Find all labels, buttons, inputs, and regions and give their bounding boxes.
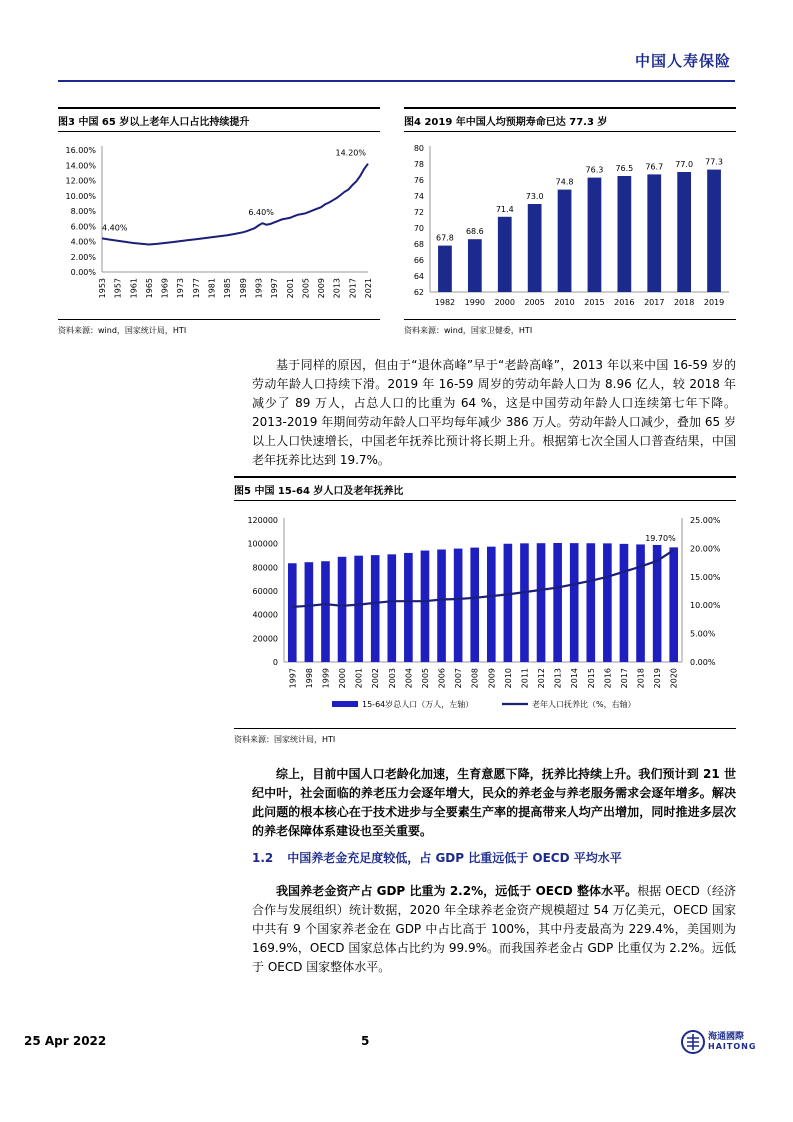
y-tick-label: 70 <box>413 224 424 233</box>
footer-date: 25 Apr 2022 <box>24 1034 107 1048</box>
bar <box>438 246 452 292</box>
x-tick-label: 2018 <box>636 668 646 689</box>
bar <box>468 239 482 292</box>
x-tick-label: 2020 <box>669 668 679 689</box>
x-tick-label: 1998 <box>304 668 314 689</box>
section-heading <box>252 849 622 866</box>
population-bar <box>504 544 513 662</box>
x-tick-label: 1993 <box>254 278 264 299</box>
population-bar <box>354 556 363 662</box>
y-tick-label: 62 <box>413 288 424 297</box>
elderly-share-line <box>102 164 368 245</box>
fig3-top-rule <box>58 107 380 109</box>
y-left-tick-label: 60000 <box>252 587 278 596</box>
bar-value-label: 77.0 <box>675 160 694 169</box>
population-bar <box>520 543 529 662</box>
population-bar <box>454 549 463 662</box>
fig4-source: 资料来源：wind，国家卫健委，HTI <box>404 326 533 335</box>
population-bar <box>487 547 496 662</box>
footer-page-number: 5 <box>361 1034 370 1048</box>
y-tick-label: 2.00% <box>70 252 96 262</box>
x-tick-label: 2011 <box>520 668 530 689</box>
y-tick-label: 66 <box>413 256 424 265</box>
y-left-tick-label: 40000 <box>252 610 278 620</box>
legend-bar-label: 15-64岁总人口（万人，左轴） <box>362 700 474 709</box>
dependency-ratio-line <box>292 550 673 607</box>
bar <box>707 170 721 292</box>
x-tick-label: 2006 <box>437 668 447 689</box>
population-bar <box>404 553 413 662</box>
bar-value-label: 76.7 <box>645 162 664 172</box>
x-tick-label: 2010 <box>554 298 575 307</box>
x-tick-label: 1977 <box>191 278 201 299</box>
x-tick-label: 2017 <box>619 668 629 689</box>
x-tick-label: 2012 <box>537 668 547 689</box>
y-left-tick-label: 120000 <box>247 516 278 525</box>
bar <box>647 174 661 292</box>
x-tick-label: 2016 <box>614 298 635 307</box>
data-label: 19.70% <box>645 534 676 544</box>
y-tick-label: 14.00% <box>65 161 96 171</box>
population-bar <box>470 548 479 662</box>
y-tick-label: 12.00% <box>65 176 96 186</box>
fig5-source: 资料来源：国家统计局，HTI <box>234 735 336 744</box>
bar <box>677 172 691 292</box>
population-bar <box>636 544 645 662</box>
y-tick-label: 80 <box>413 144 424 153</box>
x-tick-label: 1965 <box>144 278 154 299</box>
haitong-logo <box>680 1028 760 1056</box>
x-tick-label: 1957 <box>113 278 123 299</box>
y-left-tick-label: 20000 <box>252 634 278 644</box>
bar <box>528 204 542 292</box>
fig4-chart <box>404 138 736 313</box>
bar-value-label: 73.0 <box>525 192 544 201</box>
fig3-title-rule <box>58 131 380 132</box>
x-tick-label: 1981 <box>207 278 217 299</box>
fig5-bottom-rule <box>234 728 736 729</box>
data-label: 14.20% <box>335 148 366 158</box>
x-tick-label: 2001 <box>354 668 364 689</box>
x-tick-label: 2021 <box>364 278 373 299</box>
population-bar <box>603 543 612 662</box>
legend-bar-swatch <box>332 701 358 707</box>
x-tick-label: 2013 <box>553 668 563 689</box>
data-label: 4.40% <box>102 223 128 233</box>
x-tick-label: 2010 <box>503 668 513 689</box>
fig5-title-rule <box>234 500 736 501</box>
bar-value-label: 77.3 <box>705 157 723 167</box>
population-bar <box>338 557 347 662</box>
population-bar <box>437 550 446 662</box>
header-brand: 中国人寿保险 <box>634 52 731 70</box>
y-tick-label: 74 <box>413 192 424 201</box>
y-right-tick-label: 20.00% <box>690 544 721 554</box>
y-tick-label: 6.00% <box>70 222 96 232</box>
haitong-logo-icon <box>680 1029 706 1055</box>
bar-value-label: 74.8 <box>555 177 574 187</box>
x-tick-label: 2015 <box>586 668 596 689</box>
x-tick-label: 1961 <box>129 278 139 299</box>
x-tick-label: 2004 <box>404 668 414 689</box>
fig5-chart <box>234 508 736 723</box>
population-bar <box>570 543 579 662</box>
population-bar <box>669 547 678 662</box>
population-bar <box>421 551 430 662</box>
fig3-chart <box>58 138 380 313</box>
bar-value-label: 76.3 <box>585 165 604 175</box>
y-left-tick-label: 0 <box>272 658 278 667</box>
paragraph-labor-force: 基于同样的原因，但由于“退休高峰”早于“老龄高峰”，2013 年以来中国 16-59 岁的劳动年龄人口持续下滑。2019 年 16-59 周岁的劳动年龄人口为 8.96 亿人，较 2018 年减少了 89 万人，占总人口的比重为 64 %，这是中国劳动年龄人口连续第七年下降。2013-2019 年期间劳动年龄人口平均每年减少 386 万人。劳动年龄人口减少，叠加 65 岁以上人口快速增长，中国老年抚养比预计将长期上升。根据第七次全国人口普查结果，中国老年抚养比达到 19.7%。 <box>252 358 736 467</box>
y-left-tick-label: 100000 <box>247 539 278 549</box>
population-bar <box>305 562 314 662</box>
y-tick-label: 4.00% <box>70 237 96 247</box>
x-tick-label: 1997 <box>288 668 298 689</box>
y-tick-label: 78 <box>413 160 424 169</box>
logo-chinese: 海通國際 <box>708 1032 745 1042</box>
x-tick-label: 2008 <box>470 668 480 689</box>
x-tick-label: 2005 <box>524 298 545 307</box>
fig5-top-rule <box>234 476 736 478</box>
x-tick-label: 2005 <box>420 668 430 689</box>
x-tick-label: 2013 <box>332 278 342 299</box>
x-tick-label: 2002 <box>371 668 381 689</box>
legend-line-label: 老年人口抚养比（%，右轴） <box>532 700 636 709</box>
y-tick-label: 68 <box>413 240 424 249</box>
section-title: 中国养老金充足度较低，占 GDP 比重远低于 OECD 平均水平 <box>287 851 622 865</box>
logo-english: HAITONG <box>708 1042 757 1051</box>
x-tick-label: 1990 <box>464 298 486 307</box>
x-tick-label: 1985 <box>223 278 233 299</box>
fig3-title: 图3 中国 65 岁以上老年人口占比持续提升 <box>58 117 250 128</box>
fig4-bottom-rule <box>404 319 736 320</box>
y-right-tick-label: 0.00% <box>690 658 716 667</box>
x-tick-label: 2000 <box>338 668 348 689</box>
x-tick-label: 2018 <box>673 298 695 307</box>
bar-value-label: 67.8 <box>436 233 454 243</box>
population-bar <box>371 555 380 662</box>
data-label: 6.40% <box>248 208 274 218</box>
y-tick-label: 72 <box>413 208 424 217</box>
fig3-source: 资料来源：wind，国家统计局，HTI <box>58 326 187 335</box>
fig4-title-rule <box>404 131 736 132</box>
paragraph-pension-body: 根据 OECD（经济合作与发展组织）统计数据，2020 年全球养老金资产规模超过 54 万亿美元，OECD 国家中共有 9 个国家养老金在 GDP 中占比高于 100%，其中丹麦最高为 229.4%，美国则为 169.9%，OECD 国家总体占比约为 99.9%。而我国养老金占 GDP 比重仅为 2.2%。远低于 OECD 国家整体水平。 <box>252 884 736 974</box>
y-tick-label: 64 <box>413 272 424 281</box>
fig3-bottom-rule <box>58 319 380 320</box>
fig4-title: 图4 2019 年中国人均预期寿命已达 77.3 岁 <box>404 117 608 128</box>
x-tick-label: 1953 <box>98 278 107 299</box>
x-tick-label: 1997 <box>270 278 280 299</box>
y-right-tick-label: 15.00% <box>690 572 721 582</box>
y-right-tick-label: 5.00% <box>690 629 716 639</box>
y-right-tick-label: 25.00% <box>690 516 721 525</box>
x-tick-label: 2019 <box>653 668 663 689</box>
x-tick-label: 2014 <box>570 668 580 689</box>
x-tick-label: 1999 <box>321 668 331 689</box>
y-tick-label: 8.00% <box>70 207 96 216</box>
bar-value-label: 68.6 <box>465 227 484 237</box>
y-left-tick-label: 80000 <box>252 563 278 573</box>
bar <box>558 190 572 292</box>
paragraph-pension <box>252 882 736 977</box>
x-tick-label: 2016 <box>603 668 613 689</box>
header-rule <box>58 80 735 82</box>
paragraph-summary: 综上，目前中国人口老龄化加速，生育意愿下降，抚养比持续上升。我们预计到 21 世纪中叶，社会面临的养老压力会逐年增大，民众的养老金与养老服务需求会逐年增多。解决此问题的根本核心在于技术进步与全要素生产率的提高带来人均产出增加，同时推进多层次的养老保障体系建设也至关重要。 <box>252 767 736 838</box>
paragraph-pension-lead: 我国养老金资产占 GDP 比重为 2.2%，远低于 OECD 整体水平。 <box>276 884 638 898</box>
x-tick-label: 1973 <box>176 278 186 299</box>
bar-value-label: 76.5 <box>615 164 634 173</box>
x-tick-label: 1989 <box>238 278 248 299</box>
population-bar <box>586 543 595 662</box>
population-bar <box>288 563 297 662</box>
x-tick-label: 2015 <box>584 298 605 307</box>
bar <box>588 178 602 292</box>
population-bar <box>553 543 562 662</box>
x-tick-label: 1969 <box>160 278 170 299</box>
x-tick-label: 2009 <box>487 668 497 689</box>
population-bar <box>620 544 629 662</box>
x-tick-label: 2001 <box>285 278 295 299</box>
bar <box>498 217 512 292</box>
y-tick-label: 16.00% <box>65 146 96 155</box>
population-bar <box>321 561 330 662</box>
y-right-tick-label: 10.00% <box>690 601 721 611</box>
bar-value-label: 71.4 <box>495 204 514 214</box>
bar <box>617 176 631 292</box>
x-tick-label: 2017 <box>348 278 358 299</box>
y-tick-label: 10.00% <box>65 191 96 201</box>
x-tick-label: 2017 <box>644 298 665 307</box>
section-number: 1.2 <box>252 851 274 865</box>
x-tick-label: 2019 <box>703 298 725 307</box>
x-tick-label: 2000 <box>494 298 515 307</box>
x-tick-label: 1982 <box>434 298 456 307</box>
x-tick-label: 2007 <box>454 668 464 689</box>
fig4-top-rule <box>404 107 736 109</box>
x-tick-label: 2005 <box>301 278 311 299</box>
x-tick-label: 2009 <box>317 278 327 299</box>
population-bar <box>387 554 396 662</box>
y-tick-label: 76 <box>413 176 424 185</box>
fig5-title: 图5 中国 15-64 岁人口及老年抚养比 <box>234 486 404 497</box>
population-bar <box>537 543 546 662</box>
y-tick-label: 0.00% <box>70 268 96 277</box>
x-tick-label: 2003 <box>387 668 397 689</box>
